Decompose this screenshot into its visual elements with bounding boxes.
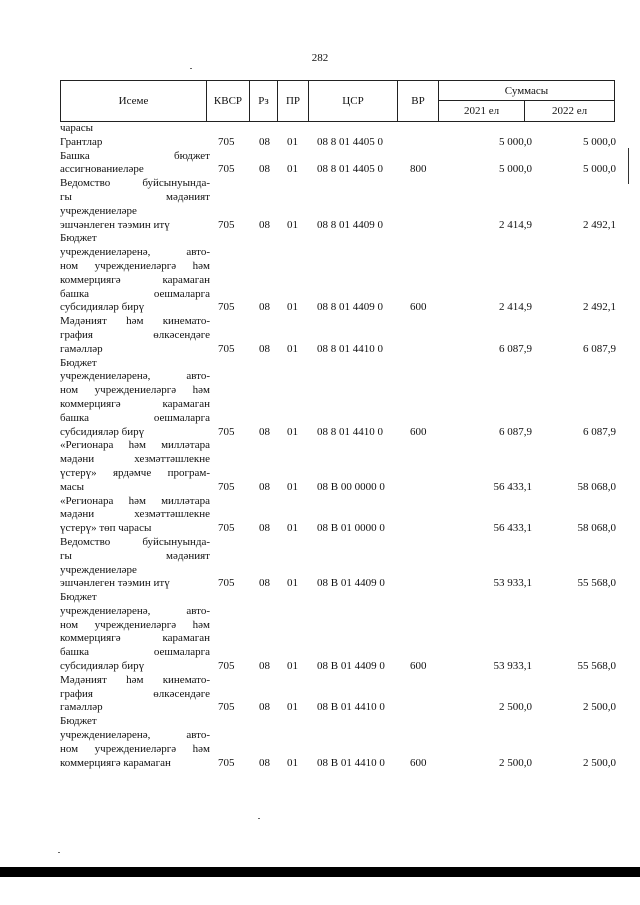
header-pr: ПР: [285, 95, 301, 107]
cell-csr: 08 В 01 4410 0: [317, 701, 385, 714]
row-name-line: ном учреждениеләргә һәм: [60, 259, 210, 272]
row-name-line: башка оешмаларга: [60, 287, 210, 300]
row-name-line: гы мәдәният: [60, 190, 210, 203]
header-year-2021: 2021 ел: [463, 105, 500, 117]
row-name: [60, 136, 210, 150]
row-name-line: «Регионара һәм милләтара: [60, 439, 210, 452]
row-name-line: башка оешмаларга: [60, 411, 210, 424]
row-name-line: ном учреждениеләргә һәм: [60, 742, 210, 755]
row-name-line: учреждениеләренә, авто-: [60, 729, 210, 742]
header-name: Исеме: [118, 95, 149, 107]
cell-v2022: 55 568,0: [577, 577, 616, 590]
row-name-line: Бюджет: [60, 356, 97, 369]
cell-csr: 08 8 01 4410 0: [317, 342, 383, 355]
cell-csr: 08 8 01 4409 0: [317, 218, 383, 231]
header-sums: Суммасы: [504, 84, 549, 97]
cell-v2021: 2 500,0: [499, 756, 532, 769]
header-csr: ЦСР: [342, 95, 364, 107]
cell-v2021: 53 933,1: [493, 660, 532, 673]
row-name-line: гамәлләр: [60, 342, 103, 355]
cell-pr: 01: [287, 522, 298, 535]
cell-pr: 01: [287, 660, 298, 673]
margin-mark: [628, 148, 629, 184]
table-row: [60, 357, 620, 440]
cell-csr: 08 8 01 4409 0: [317, 301, 383, 314]
scan-border: [0, 867, 640, 877]
scan-speck: [258, 818, 260, 819]
table-row: [60, 232, 620, 315]
row-name-line: башка оешмаларга: [60, 646, 210, 659]
table-row: [60, 136, 620, 150]
cell-v2022: 5 000,0: [583, 135, 616, 148]
cell-v2022: 6 087,9: [583, 342, 616, 355]
row-name: [60, 715, 210, 770]
cell-csr: 08 В 01 4410 0: [317, 756, 385, 769]
row-name-line: Мәдәният һәм кинемато-: [60, 315, 210, 328]
cell-kvsr: 705: [218, 480, 235, 493]
row-name-line: учреждениеләренә, авто-: [60, 246, 210, 259]
cell-v2021: 6 087,9: [499, 342, 532, 355]
row-name-line: мәдәни хезмәттәшлекне: [60, 508, 210, 521]
cell-v2021: 6 087,9: [499, 425, 532, 438]
header-year-2022: 2022 ел: [551, 105, 588, 117]
cell-vr: 600: [410, 756, 427, 769]
cell-v2021: 5 000,0: [499, 163, 532, 176]
row-name-line: коммерциягә карамаган: [60, 632, 210, 645]
row-name-line: ном учреждениеләргә һәм: [60, 618, 210, 631]
cell-rz: 08: [259, 480, 270, 493]
cell-v2021: 5 000,0: [499, 135, 532, 148]
row-name-line: коммерциягә карамаган: [60, 397, 210, 410]
scan-speck: [190, 68, 192, 69]
cell-kvsr: 705: [218, 425, 235, 438]
row-name-line: үстерү» төп чарасы: [60, 522, 152, 535]
cell-kvsr: 705: [218, 577, 235, 590]
row-name-line: Башка бюджет: [60, 149, 210, 162]
cell-vr: 600: [410, 425, 427, 438]
row-name-line: субсидияләр бирү: [60, 660, 145, 673]
cell-vr: 600: [410, 301, 427, 314]
cell-rz: 08: [259, 425, 270, 438]
cell-csr: 08 8 01 4405 0: [317, 163, 383, 176]
row-name-line: графия өлкәсендәге: [60, 687, 210, 700]
table-header: [60, 80, 615, 122]
row-name-line: «Регионара һәм милләтара: [60, 494, 210, 507]
row-name-line: коммерциягә карамаган: [60, 756, 171, 769]
cell-pr: 01: [287, 342, 298, 355]
cell-v2021: 2 500,0: [499, 701, 532, 714]
table-row: [60, 495, 620, 536]
cell-kvsr: 705: [218, 660, 235, 673]
row-name: [60, 591, 210, 674]
cell-v2021: 56 433,1: [493, 480, 532, 493]
table-body: [60, 122, 620, 770]
row-name: [60, 536, 210, 591]
cell-kvsr: 705: [218, 756, 235, 769]
cell-v2022: 2 500,0: [583, 756, 616, 769]
cell-v2022: 5 000,0: [583, 163, 616, 176]
header-kvsr: КВСР: [213, 95, 243, 107]
cell-kvsr: 705: [218, 135, 235, 148]
row-name-line: үстерү» ярдәмче програм-: [60, 466, 210, 479]
table-row: [60, 150, 620, 178]
row-name-line: ассигнованиеләре: [60, 163, 144, 176]
row-name-line: учреждениеләре: [60, 204, 137, 217]
row-name-line: гы мәдәният: [60, 549, 210, 562]
row-name-line: Бюджет: [60, 232, 97, 245]
table-row: [60, 177, 620, 232]
row-name-line: субсидияләр бирү: [60, 301, 145, 314]
row-name: [60, 232, 210, 315]
row-name-line: мәдәни хезмәттәшлекне: [60, 453, 210, 466]
cell-rz: 08: [259, 301, 270, 314]
cell-csr: 08 В 01 4409 0: [317, 577, 385, 590]
row-name-line: гамәлләр: [60, 701, 103, 714]
cell-vr: 800: [410, 163, 427, 176]
cell-csr: 08 В 00 0000 0: [317, 480, 385, 493]
cell-csr: 08 В 01 0000 0: [317, 522, 385, 535]
cell-kvsr: 705: [218, 301, 235, 314]
cell-kvsr: 705: [218, 218, 235, 231]
cell-csr: 08 8 01 4405 0: [317, 135, 383, 148]
row-name: [60, 439, 210, 494]
cell-v2022: 58 068,0: [577, 522, 616, 535]
cell-v2021: 56 433,1: [493, 522, 532, 535]
row-name: [60, 122, 210, 136]
row-name: [60, 495, 210, 536]
table-row: [60, 315, 620, 356]
cell-rz: 08: [259, 701, 270, 714]
row-name-line: Мәдәният һәм кинемато-: [60, 673, 210, 686]
cell-rz: 08: [259, 342, 270, 355]
cell-v2022: 6 087,9: [583, 425, 616, 438]
row-name-line: графия өлкәсендәге: [60, 328, 210, 341]
table-row: [60, 591, 620, 674]
cell-rz: 08: [259, 660, 270, 673]
table-row: [60, 715, 620, 770]
cell-rz: 08: [259, 135, 270, 148]
row-name: [60, 357, 210, 440]
row-name-line: Грантлар: [60, 135, 103, 148]
row-name: [60, 674, 210, 715]
header-vr: ВР: [411, 95, 425, 107]
cell-pr: 01: [287, 756, 298, 769]
cell-pr: 01: [287, 218, 298, 231]
row-name-line: эшчәнлеген тәэмин итү: [60, 218, 170, 231]
row-name-line: Бюджет: [60, 591, 97, 604]
scan-speck: [58, 852, 60, 853]
row-name-line: учреждениеләренә, авто-: [60, 604, 210, 617]
row-name-line: субсидияләр бирү: [60, 425, 145, 438]
cell-v2021: 2 414,9: [499, 301, 532, 314]
row-name-line: масы: [60, 480, 85, 493]
cell-pr: 01: [287, 480, 298, 493]
cell-rz: 08: [259, 522, 270, 535]
cell-rz: 08: [259, 163, 270, 176]
cell-rz: 08: [259, 218, 270, 231]
cell-csr: 08 8 01 4410 0: [317, 425, 383, 438]
cell-kvsr: 705: [218, 342, 235, 355]
row-name-line: учреждениеләре: [60, 563, 137, 576]
cell-kvsr: 705: [218, 701, 235, 714]
page-number: 282: [311, 52, 329, 64]
cell-v2022: 2 492,1: [583, 218, 616, 231]
table-row: [60, 439, 620, 494]
cell-pr: 01: [287, 701, 298, 714]
table-row: [60, 536, 620, 591]
cell-pr: 01: [287, 425, 298, 438]
cell-v2022: 55 568,0: [577, 660, 616, 673]
cell-v2022: 58 068,0: [577, 480, 616, 493]
cell-pr: 01: [287, 301, 298, 314]
cell-kvsr: 705: [218, 522, 235, 535]
row-name-line: коммерциягә карамаган: [60, 273, 210, 286]
table-row: [60, 122, 620, 136]
row-name-line: ном учреждениеләргә һәм: [60, 384, 210, 397]
cell-v2021: 2 414,9: [499, 218, 532, 231]
row-name-line: Ведомство буйсынуында-: [60, 535, 210, 548]
row-name-line: учреждениеләренә, авто-: [60, 370, 210, 383]
row-name: [60, 315, 210, 356]
cell-v2021: 53 933,1: [493, 577, 532, 590]
row-name-line: Ведомство буйсынуында-: [60, 177, 210, 190]
row-name-line: Бюджет: [60, 715, 97, 728]
cell-rz: 08: [259, 577, 270, 590]
cell-pr: 01: [287, 577, 298, 590]
cell-kvsr: 705: [218, 163, 235, 176]
row-name: [60, 177, 210, 232]
table-row: [60, 674, 620, 715]
cell-csr: 08 В 01 4409 0: [317, 660, 385, 673]
row-name-line: эшчәнлеген тәэмин итү: [60, 577, 170, 590]
cell-v2022: 2 492,1: [583, 301, 616, 314]
cell-rz: 08: [259, 756, 270, 769]
cell-pr: 01: [287, 135, 298, 148]
row-name-line: чарасы: [60, 122, 94, 134]
cell-pr: 01: [287, 163, 298, 176]
cell-vr: 600: [410, 660, 427, 673]
row-name: [60, 150, 210, 178]
cell-v2022: 2 500,0: [583, 701, 616, 714]
header-rz: Рз: [258, 95, 269, 107]
